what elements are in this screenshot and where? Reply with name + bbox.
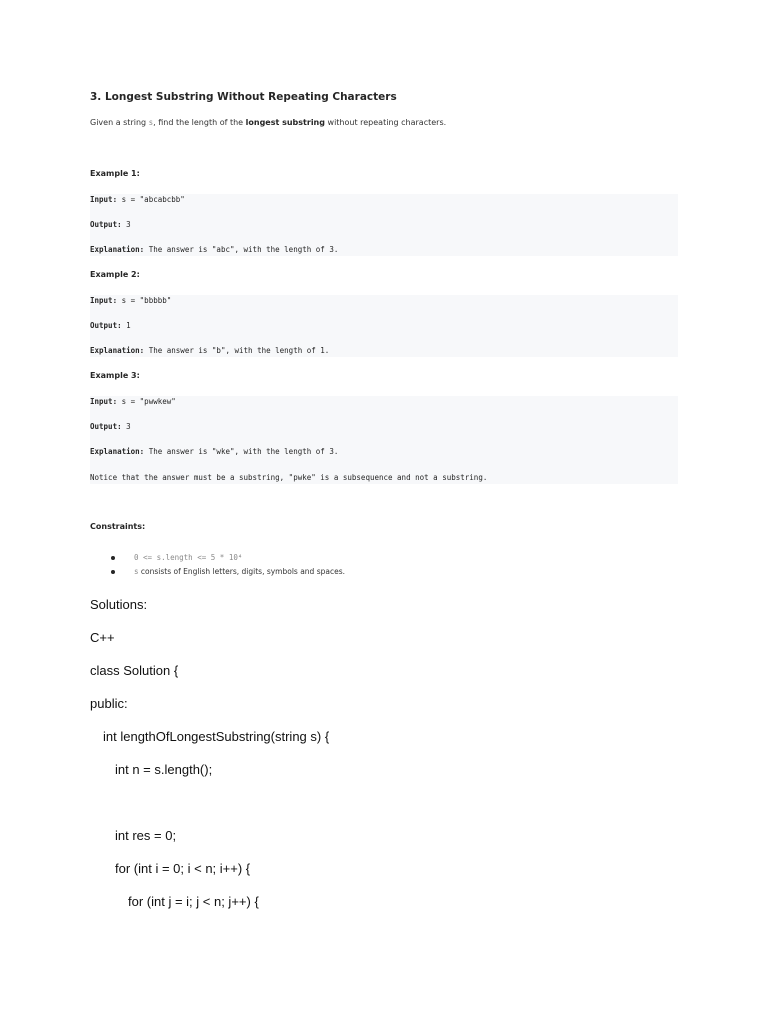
example-input: Input: s = "abcabcbb" [90,195,185,204]
example-3-box [90,396,678,484]
inline-code: s [148,118,154,127]
example-explanation: Explanation: The answer is "abc", with the length of 3. [90,245,339,254]
bold-phrase: longest substring [245,118,325,127]
language-label: C++ [90,630,115,645]
code-line: public: [90,696,128,711]
example-output: Output: 3 [90,422,131,431]
example-3-heading: Example 3: [90,371,140,380]
code-line: int lengthOfLongestSubstring(string s) { [103,729,330,744]
example-2-heading: Example 2: [90,270,140,279]
example-input: Input: s = "pwwkew" [90,397,176,406]
example-input: Input: s = "bbbbb" [90,296,172,305]
example-output: Output: 1 [90,321,131,330]
example-note: Notice that the answer must be a substring, "pwke" is a subsequence and not a substring. [90,473,488,482]
constraints-heading: Constraints: [90,522,146,531]
example-1-heading: Example 1: [90,169,140,178]
solutions-heading: Solutions: [90,597,148,612]
problem-description: Given a string s, find the length of the longest substring without repeating characters. [90,118,447,127]
example-1-box [90,194,678,256]
example-2-box [90,295,678,357]
code-line: int n = s.length(); [115,762,213,777]
example-explanation: Explanation: The answer is "wke", with the length of 3. [90,447,339,456]
example-explanation: Explanation: The answer is "b", with the length of 1. [90,346,330,355]
code-line: for (int j = i; j < n; j++) { [128,894,259,909]
bullet-icon [111,570,115,574]
bullet-icon [111,556,115,560]
code-line: for (int i = 0; i < n; i++) { [115,861,251,876]
problem-title: 3. Longest Substring Without Repeating Characters [90,91,397,103]
example-output: Output: 3 [90,220,131,229]
code-line: class Solution { [90,663,179,678]
code-line: int res = 0; [115,828,177,843]
